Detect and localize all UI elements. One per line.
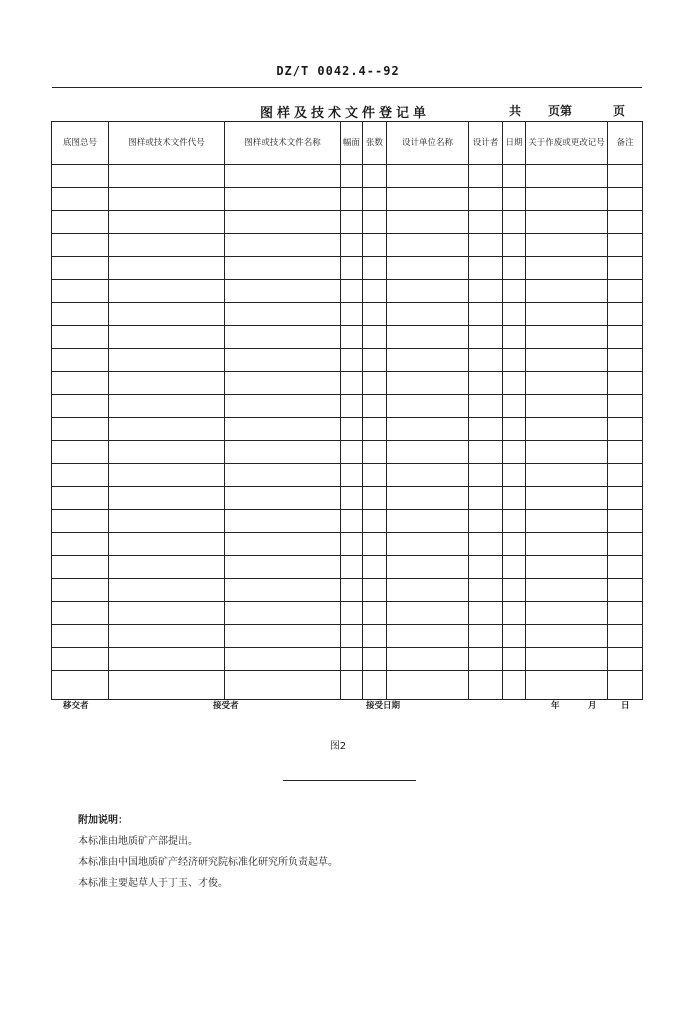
- table-cell[interactable]: [387, 326, 469, 349]
- table-cell[interactable]: [526, 441, 608, 464]
- table-row: [52, 395, 643, 418]
- table-cell[interactable]: [52, 234, 109, 257]
- table-cell[interactable]: [608, 211, 643, 234]
- table-cell[interactable]: [109, 372, 225, 395]
- table-cell[interactable]: [469, 211, 503, 234]
- table-row: [52, 372, 643, 395]
- table-cell[interactable]: [608, 579, 643, 602]
- table-cell[interactable]: [109, 648, 225, 671]
- table-cell[interactable]: [387, 556, 469, 579]
- table-cell[interactable]: [363, 556, 387, 579]
- table-cell[interactable]: [225, 579, 341, 602]
- table-cell[interactable]: [387, 602, 469, 625]
- table-cell[interactable]: [341, 257, 363, 280]
- table-cell[interactable]: [52, 257, 109, 280]
- col-design-unit: 设计单位名称: [387, 122, 469, 165]
- table-cell[interactable]: [109, 441, 225, 464]
- table-cell[interactable]: [608, 280, 643, 303]
- table-cell[interactable]: [363, 441, 387, 464]
- note-line: 本标准主要起草人于丁玉、才俊。: [78, 878, 228, 889]
- table-cell[interactable]: [526, 671, 608, 700]
- table-cell[interactable]: [526, 303, 608, 326]
- table-cell[interactable]: [387, 303, 469, 326]
- table-cell[interactable]: [469, 510, 503, 533]
- table-cell[interactable]: [341, 211, 363, 234]
- table-cell[interactable]: [469, 326, 503, 349]
- table-cell[interactable]: [341, 395, 363, 418]
- table-cell[interactable]: [469, 349, 503, 372]
- table-cell[interactable]: [503, 418, 526, 441]
- table-cell[interactable]: [469, 395, 503, 418]
- table-cell[interactable]: [526, 418, 608, 441]
- table-row: [52, 165, 643, 188]
- table-cell[interactable]: [526, 487, 608, 510]
- separator-rule: [283, 780, 416, 781]
- table-cell[interactable]: [109, 234, 225, 257]
- table-cell[interactable]: [387, 625, 469, 648]
- table-cell[interactable]: [225, 188, 341, 211]
- page-number-label: 页第: [548, 104, 573, 118]
- table-cell[interactable]: [109, 602, 225, 625]
- table-cell[interactable]: [503, 234, 526, 257]
- table-cell[interactable]: [503, 671, 526, 700]
- table-cell[interactable]: [608, 372, 643, 395]
- table-cell[interactable]: [341, 533, 363, 556]
- table-cell[interactable]: [387, 234, 469, 257]
- table-cell[interactable]: [225, 349, 341, 372]
- table-cell[interactable]: [503, 165, 526, 188]
- col-format: 幅面: [341, 122, 363, 165]
- table-cell[interactable]: [387, 280, 469, 303]
- table-cell[interactable]: [503, 579, 526, 602]
- note-line: 本标准由中国地质矿产经济研究院标准化研究所负责起草。: [78, 857, 338, 868]
- table-cell[interactable]: [608, 441, 643, 464]
- table-cell[interactable]: [363, 510, 387, 533]
- table-cell[interactable]: [387, 165, 469, 188]
- table-cell[interactable]: [469, 257, 503, 280]
- table-cell[interactable]: [109, 211, 225, 234]
- table-cell[interactable]: [341, 326, 363, 349]
- table-row: [52, 280, 643, 303]
- table-cell[interactable]: [469, 671, 503, 700]
- table-cell[interactable]: [503, 188, 526, 211]
- table-cell[interactable]: [109, 464, 225, 487]
- table-cell[interactable]: [608, 533, 643, 556]
- notes-heading: 附加说明：: [78, 815, 128, 826]
- table-cell[interactable]: [225, 602, 341, 625]
- table-cell[interactable]: [387, 441, 469, 464]
- table-cell[interactable]: [225, 418, 341, 441]
- table-cell[interactable]: [387, 211, 469, 234]
- table-cell[interactable]: [526, 234, 608, 257]
- table-cell[interactable]: [526, 349, 608, 372]
- table-cell[interactable]: [341, 556, 363, 579]
- table-cell[interactable]: [503, 211, 526, 234]
- table-cell[interactable]: [363, 303, 387, 326]
- table-cell[interactable]: [503, 303, 526, 326]
- table-cell[interactable]: [469, 556, 503, 579]
- table-cell[interactable]: [341, 303, 363, 326]
- table-cell[interactable]: [526, 602, 608, 625]
- receiver-label: 接受者: [213, 701, 239, 711]
- table-cell[interactable]: [52, 487, 109, 510]
- additional-notes: [78, 810, 338, 894]
- col-sheets: 张数: [363, 122, 387, 165]
- table-cell[interactable]: [387, 257, 469, 280]
- table-row: [52, 441, 643, 464]
- table-cell[interactable]: [608, 602, 643, 625]
- table-row: [52, 648, 643, 671]
- table-cell[interactable]: [608, 671, 643, 700]
- table-cell[interactable]: [52, 188, 109, 211]
- table-cell[interactable]: [503, 533, 526, 556]
- table-cell[interactable]: [52, 372, 109, 395]
- table-cell[interactable]: [52, 533, 109, 556]
- table-cell[interactable]: [608, 464, 643, 487]
- table-cell[interactable]: [225, 372, 341, 395]
- table-cell[interactable]: [109, 579, 225, 602]
- table-cell[interactable]: [526, 648, 608, 671]
- table-cell[interactable]: [52, 441, 109, 464]
- table-cell[interactable]: [526, 395, 608, 418]
- table-cell[interactable]: [503, 349, 526, 372]
- table-cell[interactable]: [526, 188, 608, 211]
- table-cell[interactable]: [608, 625, 643, 648]
- table-cell[interactable]: [52, 510, 109, 533]
- table-cell[interactable]: [363, 257, 387, 280]
- table-cell[interactable]: [52, 349, 109, 372]
- table-cell[interactable]: [469, 625, 503, 648]
- table-cell[interactable]: [608, 395, 643, 418]
- table-row: [52, 349, 643, 372]
- table-cell[interactable]: [52, 556, 109, 579]
- table-cell[interactable]: [526, 326, 608, 349]
- table-cell[interactable]: [363, 349, 387, 372]
- table-cell[interactable]: [503, 602, 526, 625]
- table-cell[interactable]: [469, 165, 503, 188]
- table-row: [52, 556, 643, 579]
- table-cell[interactable]: [608, 234, 643, 257]
- table-cell[interactable]: [608, 257, 643, 280]
- table-cell[interactable]: [225, 326, 341, 349]
- table-cell[interactable]: [341, 579, 363, 602]
- table-cell[interactable]: [341, 280, 363, 303]
- table-cell[interactable]: [469, 418, 503, 441]
- table-cell[interactable]: [363, 280, 387, 303]
- table-cell[interactable]: [225, 533, 341, 556]
- table-cell[interactable]: [52, 211, 109, 234]
- table-cell[interactable]: [526, 579, 608, 602]
- table-cell[interactable]: [341, 372, 363, 395]
- table-cell[interactable]: [503, 326, 526, 349]
- table-cell[interactable]: [387, 648, 469, 671]
- table-cell[interactable]: [387, 349, 469, 372]
- table-cell[interactable]: [341, 418, 363, 441]
- table-cell[interactable]: [363, 671, 387, 700]
- table-cell[interactable]: [608, 303, 643, 326]
- table-cell[interactable]: [52, 395, 109, 418]
- table-cell[interactable]: [608, 418, 643, 441]
- table-cell[interactable]: [225, 211, 341, 234]
- table-cell[interactable]: [109, 395, 225, 418]
- table-cell[interactable]: [109, 533, 225, 556]
- col-change-mark: 关于作废或更改记号: [526, 122, 608, 165]
- table-cell[interactable]: [109, 487, 225, 510]
- table-cell[interactable]: [363, 579, 387, 602]
- table-row: [52, 418, 643, 441]
- table-cell[interactable]: [109, 671, 225, 700]
- table-cell[interactable]: [363, 625, 387, 648]
- table-cell[interactable]: [469, 602, 503, 625]
- page-total-label: 共: [509, 104, 522, 118]
- form-title: 图样及技术文件登记单: [260, 106, 431, 121]
- table-cell[interactable]: [52, 418, 109, 441]
- table-cell[interactable]: [225, 510, 341, 533]
- table-cell[interactable]: [341, 234, 363, 257]
- standard-code: DZ/T 0042.4--92: [276, 64, 400, 78]
- table-cell[interactable]: [526, 556, 608, 579]
- table-cell[interactable]: [363, 533, 387, 556]
- table-cell[interactable]: [503, 464, 526, 487]
- table-cell[interactable]: [52, 303, 109, 326]
- table-cell[interactable]: [387, 418, 469, 441]
- table-cell[interactable]: [526, 464, 608, 487]
- table-cell[interactable]: [363, 326, 387, 349]
- header-row: [52, 122, 643, 165]
- table-row: [52, 625, 643, 648]
- table-cell[interactable]: [363, 188, 387, 211]
- table-cell[interactable]: [503, 372, 526, 395]
- table-cell[interactable]: [608, 165, 643, 188]
- day-label: 日: [621, 701, 630, 711]
- table-cell[interactable]: [387, 671, 469, 700]
- table-cell[interactable]: [469, 648, 503, 671]
- table-cell[interactable]: [526, 510, 608, 533]
- table-cell[interactable]: [225, 441, 341, 464]
- register-table: [51, 121, 643, 700]
- table-cell[interactable]: [469, 487, 503, 510]
- year-label: 年: [551, 701, 560, 711]
- table-cell[interactable]: [225, 487, 341, 510]
- table-cell[interactable]: [363, 648, 387, 671]
- table-cell[interactable]: [52, 464, 109, 487]
- table-cell[interactable]: [387, 372, 469, 395]
- table-cell[interactable]: [469, 280, 503, 303]
- month-label: 月: [588, 701, 597, 711]
- table-cell[interactable]: [503, 441, 526, 464]
- table-cell[interactable]: [608, 648, 643, 671]
- table-cell[interactable]: [469, 533, 503, 556]
- table-cell[interactable]: [387, 510, 469, 533]
- table-cell[interactable]: [503, 487, 526, 510]
- table-cell[interactable]: [608, 510, 643, 533]
- table-cell[interactable]: [503, 280, 526, 303]
- table-cell[interactable]: [341, 188, 363, 211]
- table-cell[interactable]: [469, 188, 503, 211]
- col-remarks: 备注: [608, 122, 643, 165]
- table-row: [52, 602, 643, 625]
- table-cell[interactable]: [341, 648, 363, 671]
- table-cell[interactable]: [225, 556, 341, 579]
- table-cell[interactable]: [526, 372, 608, 395]
- page-suffix-label: 页: [613, 104, 626, 118]
- table-cell[interactable]: [225, 648, 341, 671]
- table-row: [52, 533, 643, 556]
- table-cell[interactable]: [363, 234, 387, 257]
- table-cell[interactable]: [341, 510, 363, 533]
- table-cell[interactable]: [363, 418, 387, 441]
- table-cell[interactable]: [469, 372, 503, 395]
- table-cell[interactable]: [526, 625, 608, 648]
- table-cell[interactable]: [52, 602, 109, 625]
- receive-date-label: 接受日期: [366, 701, 401, 711]
- table-cell[interactable]: [526, 280, 608, 303]
- table-cell[interactable]: [225, 280, 341, 303]
- table-cell[interactable]: [387, 533, 469, 556]
- table-cell[interactable]: [503, 625, 526, 648]
- table-cell[interactable]: [109, 303, 225, 326]
- handover-label: 移交者: [63, 701, 89, 711]
- table-row: [52, 188, 643, 211]
- table-cell[interactable]: [363, 464, 387, 487]
- table-cell[interactable]: [363, 395, 387, 418]
- table-row: [52, 671, 643, 700]
- table-cell[interactable]: [469, 234, 503, 257]
- table-cell[interactable]: [387, 395, 469, 418]
- table-cell[interactable]: [341, 625, 363, 648]
- note-line: 本标准由地质矿产部提出。: [78, 836, 198, 847]
- table-cell[interactable]: [52, 648, 109, 671]
- table-cell[interactable]: [387, 579, 469, 602]
- table-cell[interactable]: [526, 165, 608, 188]
- table-cell[interactable]: [608, 487, 643, 510]
- table-cell[interactable]: [225, 165, 341, 188]
- table-cell[interactable]: [363, 372, 387, 395]
- table-cell[interactable]: [608, 188, 643, 211]
- table-cell[interactable]: [225, 464, 341, 487]
- table-cell[interactable]: [225, 625, 341, 648]
- table-cell[interactable]: [363, 165, 387, 188]
- register-body: [52, 165, 643, 700]
- table-row: [52, 211, 643, 234]
- table-cell[interactable]: [109, 625, 225, 648]
- col-base-drawing-no: 底图总号: [52, 122, 109, 165]
- table-cell[interactable]: [52, 671, 109, 700]
- table-cell[interactable]: [503, 648, 526, 671]
- table-cell[interactable]: [225, 671, 341, 700]
- table-cell[interactable]: [109, 418, 225, 441]
- table-cell[interactable]: [469, 303, 503, 326]
- table-cell[interactable]: [341, 165, 363, 188]
- table-cell[interactable]: [608, 326, 643, 349]
- col-designer: 设计者: [469, 122, 503, 165]
- table-cell[interactable]: [387, 464, 469, 487]
- table-cell[interactable]: [109, 510, 225, 533]
- col-drawing-name: 图样或技术文件名称: [225, 122, 341, 165]
- table-cell[interactable]: [526, 211, 608, 234]
- table-cell[interactable]: [363, 487, 387, 510]
- table-cell[interactable]: [503, 257, 526, 280]
- table-row: [52, 257, 643, 280]
- table-cell[interactable]: [52, 165, 109, 188]
- table-cell[interactable]: [469, 464, 503, 487]
- table-cell[interactable]: [341, 487, 363, 510]
- table-cell[interactable]: [503, 510, 526, 533]
- table-row: [52, 510, 643, 533]
- table-cell[interactable]: [109, 280, 225, 303]
- col-date: 日期: [503, 122, 526, 165]
- table-cell[interactable]: [225, 395, 341, 418]
- table-cell[interactable]: [363, 211, 387, 234]
- table-cell[interactable]: [109, 257, 225, 280]
- table-cell[interactable]: [52, 326, 109, 349]
- table-cell[interactable]: [608, 556, 643, 579]
- table-row: [52, 579, 643, 602]
- table-row: [52, 303, 643, 326]
- table-cell[interactable]: [469, 579, 503, 602]
- table-cell[interactable]: [341, 602, 363, 625]
- table-cell[interactable]: [363, 602, 387, 625]
- table-cell[interactable]: [387, 188, 469, 211]
- table-cell[interactable]: [52, 280, 109, 303]
- table-row: [52, 464, 643, 487]
- table-cell[interactable]: [341, 671, 363, 700]
- table-cell[interactable]: [341, 464, 363, 487]
- table-cell[interactable]: [387, 487, 469, 510]
- table-cell[interactable]: [109, 556, 225, 579]
- table-cell[interactable]: [225, 234, 341, 257]
- table-cell[interactable]: [341, 349, 363, 372]
- col-drawing-code: 图样或技术文件代号: [109, 122, 225, 165]
- table-cell[interactable]: [341, 441, 363, 464]
- table-cell[interactable]: [608, 349, 643, 372]
- table-cell[interactable]: [526, 257, 608, 280]
- table-cell[interactable]: [109, 165, 225, 188]
- table-cell[interactable]: [503, 395, 526, 418]
- header-rule: [52, 87, 642, 88]
- table-cell[interactable]: [503, 556, 526, 579]
- table-cell[interactable]: [109, 188, 225, 211]
- table-cell[interactable]: [109, 349, 225, 372]
- table-cell[interactable]: [225, 257, 341, 280]
- table-cell[interactable]: [225, 303, 341, 326]
- table-cell[interactable]: [526, 533, 608, 556]
- table-cell[interactable]: [52, 625, 109, 648]
- table-cell[interactable]: [469, 441, 503, 464]
- figure-caption: 图2: [329, 741, 347, 752]
- table-row: [52, 487, 643, 510]
- table-row: [52, 326, 643, 349]
- table-cell[interactable]: [109, 326, 225, 349]
- table-cell[interactable]: [52, 579, 109, 602]
- table-row: [52, 234, 643, 257]
